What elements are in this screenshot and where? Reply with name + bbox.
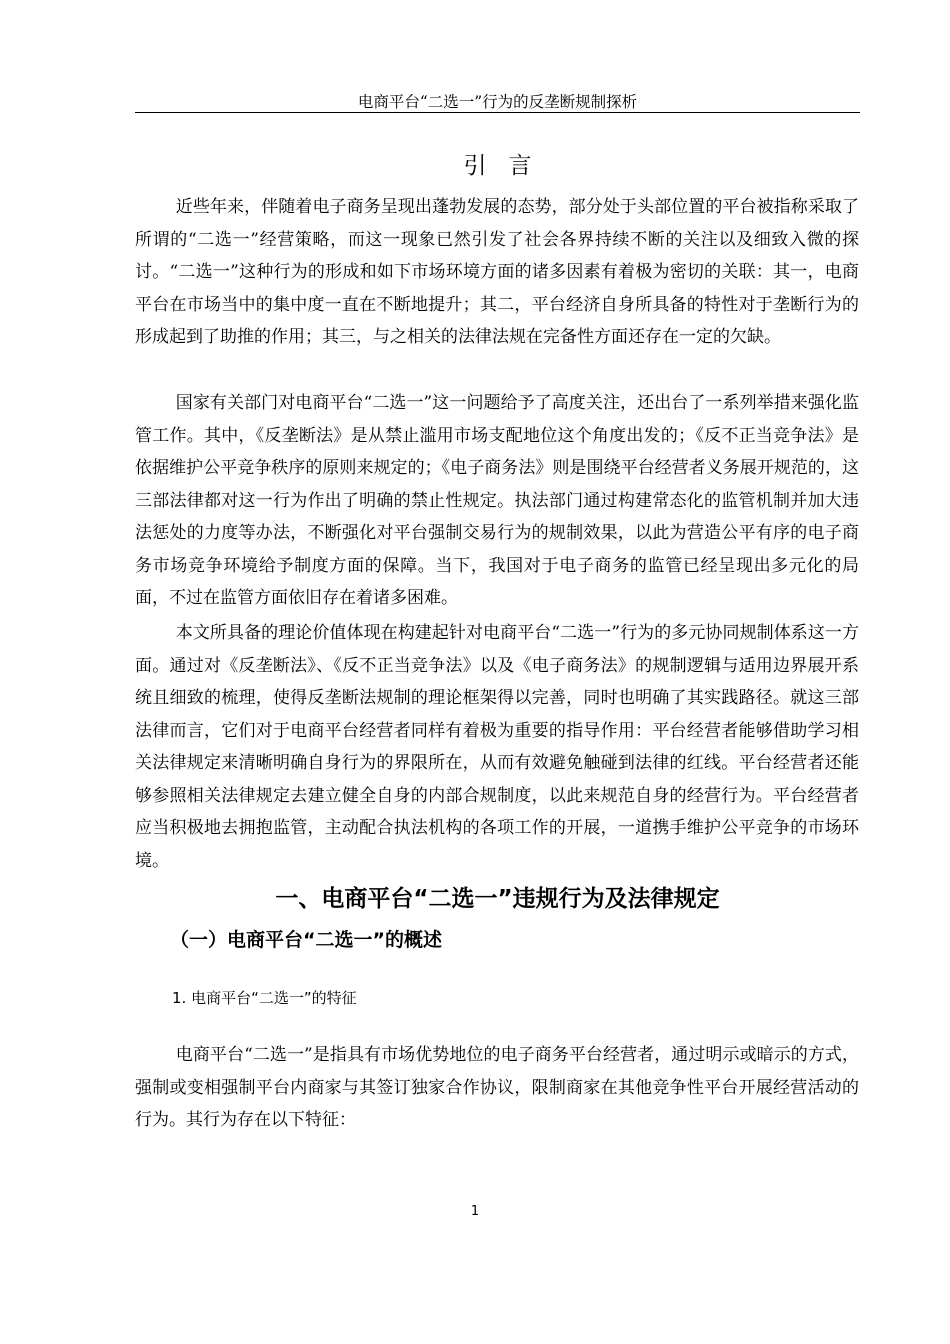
running-header: 电商平台“二选一”行为的反垄断规制探析 <box>357 93 638 111</box>
intro-paragraph-3: 本文所具备的理论价值体现在构建起针对电商平台“二选一”行为的多元协同规制体系这一方面。通过对《反垄断法》、《反不正当竞争法》以及《电子商务法》的规制逻辑与适用边界展开系统且细致的梳理，使得反垄断法规制的理论框架得以完善，同时也明确了其实践路径。就这三部法律而言，它们对于电商平台经营者同样有着极为重要的指导作用：平台经营者能够借助学习相关法律规定来清晰明确自身行为的界限所在，从而有效避免触碰到法律的红线。平台经营者还能够参照相关法律规定去建立健全自身的内部合规制度，以此来规范自身的经营行为。平台经营者应当积极地去拥抱监管，主动配合执法机构的各项工作的开展，一道携手维护公平竞争的市场环境。 <box>135 623 859 871</box>
section-heading: （一）电商平台“二选一”的概述 <box>170 929 442 951</box>
page-number: 1 <box>470 1204 480 1219</box>
section-paragraph: 电商平台“二选一”是指具有市场优势地位的电子商务平台经营者，通过明示或暗示的方式，强制或变相强制平台内商家与其签订独家合作协议，限制商家在其他竞争性平台开展经营活动的行为。其行为存在以下特征： <box>135 1045 859 1130</box>
intro-paragraph-2: 国家有关部门对电商平台“二选一”这一问题给予了高度关注，还出台了一系列举措来强化监管工作。其中，《反垄断法》是从禁止滥用市场支配地位这个角度出发的；《反不正当竞争法》是依据维护公平竞争秩序的原则来规定的；《电子商务法》则是围绕平台经营者义务展开规范的，这三部法律都对这一行为作出了明确的禁止性规定。执法部门通过构建常态化的监管机制并加大违法惩处的力度等办法，不断强化对平台强制交易行为的规制效果，以此为营造公平有序的电子商务市场竞争环境给予制度方面的保障。当下，我国对于电子商务的监管已经呈现出多元化的局面，不过在监管方面依旧存在着诸多困难。 <box>135 393 859 608</box>
subsection-heading: 1. 电商平台“二选一”的特征 <box>172 989 357 1007</box>
chapter-heading: 一、电商平台“二选一”违规行为及法律规定 <box>275 886 720 912</box>
intro-paragraph-1: 近些年来，伴随着电子商务呈现出蓬勃发展的态势，部分处于头部位置的平台被指称采取了所谓的“二选一”经营策略，而这一现象已然引发了社会各界持续不断的关注以及细致入微的探讨。“二选一”这种行为的形成和如下市场环境方面的诸多因素有着极为密切的关联：其一，电商平台在市场当中的集中度一直在不断地提升；其二，平台经济自身所具备的特性对于垄断行为的形成起到了助推的作用；其三，与之相关的法律法规在完备性方面还存在一定的欠缺。 <box>135 197 859 347</box>
header-rule <box>135 112 860 113</box>
introduction-title: 引言 <box>463 153 554 179</box>
